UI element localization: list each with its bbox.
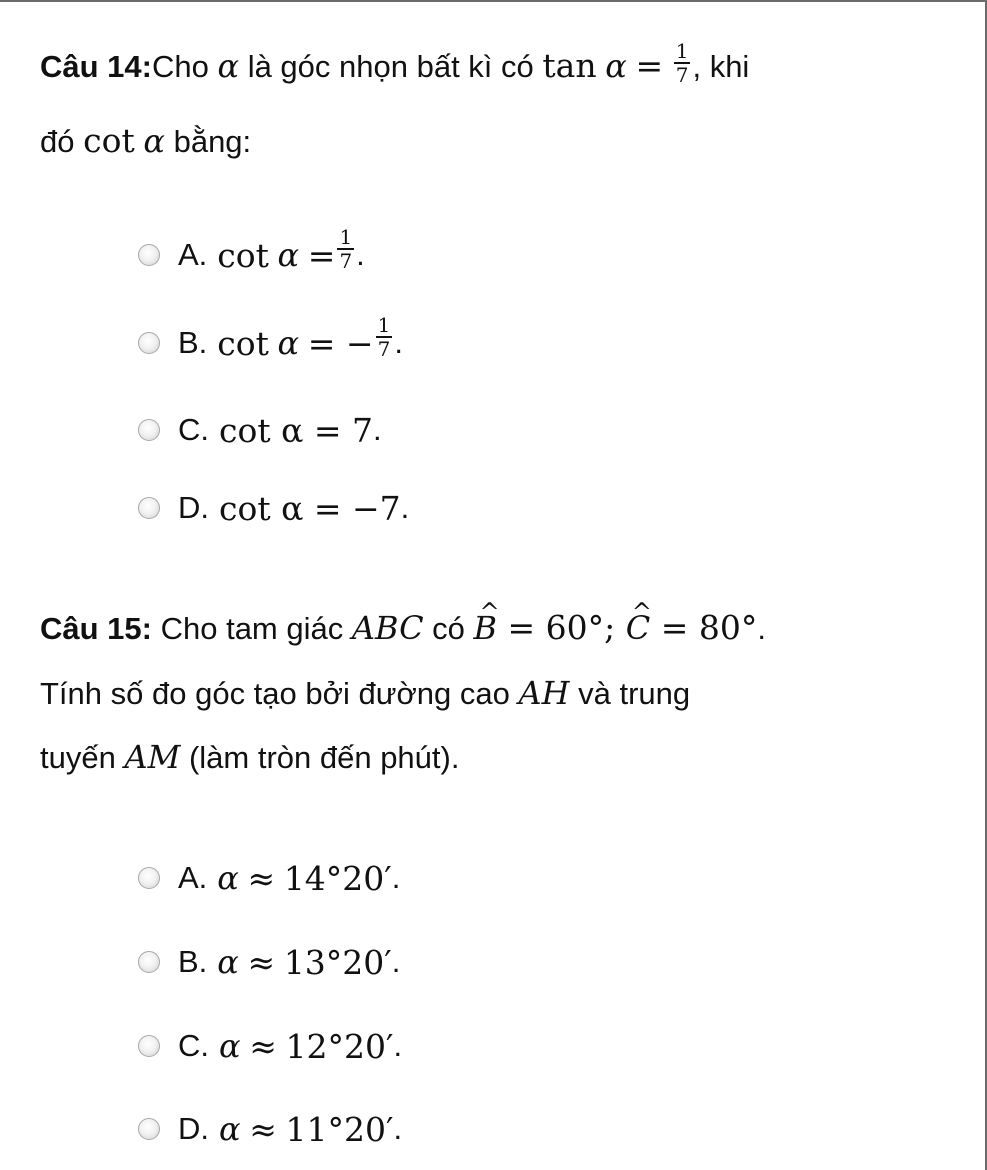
q15-line1: Câu 15: Cho tam giác ABC có ^ B = 60°; ^ C = 80°. bbox=[40, 609, 766, 648]
radio-button[interactable] bbox=[138, 497, 160, 519]
q14-option-a[interactable]: A. cot α = $\frac{1}{7}$ . bbox=[138, 230, 365, 280]
radio-button[interactable] bbox=[138, 867, 160, 889]
option-fraction: $\frac{1}{7}$ bbox=[377, 313, 391, 361]
q15-line2: Tính số đo góc tạo bởi đường cao AH và trung bbox=[40, 674, 691, 712]
q15-option-a[interactable]: A. α ≈ 14°20′ . bbox=[138, 853, 400, 903]
radio-button[interactable] bbox=[138, 419, 160, 441]
radio-button[interactable] bbox=[138, 1118, 160, 1140]
radio-button[interactable] bbox=[138, 1035, 160, 1057]
q14-option-c[interactable]: C. cot α = 7 . bbox=[138, 405, 382, 455]
q14-line1: Câu 14:Cho α là góc nhọn bất kì có tan α = $\frac{1}{7}$ , khi bbox=[40, 39, 750, 87]
radio-button[interactable] bbox=[138, 951, 160, 973]
q14-option-d[interactable]: D. cot α = −7 . bbox=[138, 483, 409, 533]
option-fraction: $\frac{1}{7}$ bbox=[339, 225, 353, 273]
radio-button[interactable] bbox=[138, 244, 160, 266]
q15-option-c[interactable]: C. α ≈ 12°20′ . bbox=[138, 1021, 402, 1071]
q15-line3: tuyến AM (làm tròn đến phút). bbox=[40, 738, 460, 776]
q14-label: Câu 14: bbox=[40, 49, 152, 85]
q14-option-b[interactable]: B. cot α = − $\frac{1}{7}$ . bbox=[138, 318, 403, 368]
q15-option-b[interactable]: B. α ≈ 13°20′ . bbox=[138, 937, 400, 987]
q14-line2: đó cot α bằng: bbox=[40, 121, 252, 160]
q15-label: Câu 15: bbox=[40, 611, 152, 646]
radio-button[interactable] bbox=[138, 332, 160, 354]
q15-option-d[interactable]: D. α ≈ 11°20′ . bbox=[138, 1104, 402, 1154]
q14-fraction: $\frac{1}{7}$ bbox=[675, 39, 689, 87]
